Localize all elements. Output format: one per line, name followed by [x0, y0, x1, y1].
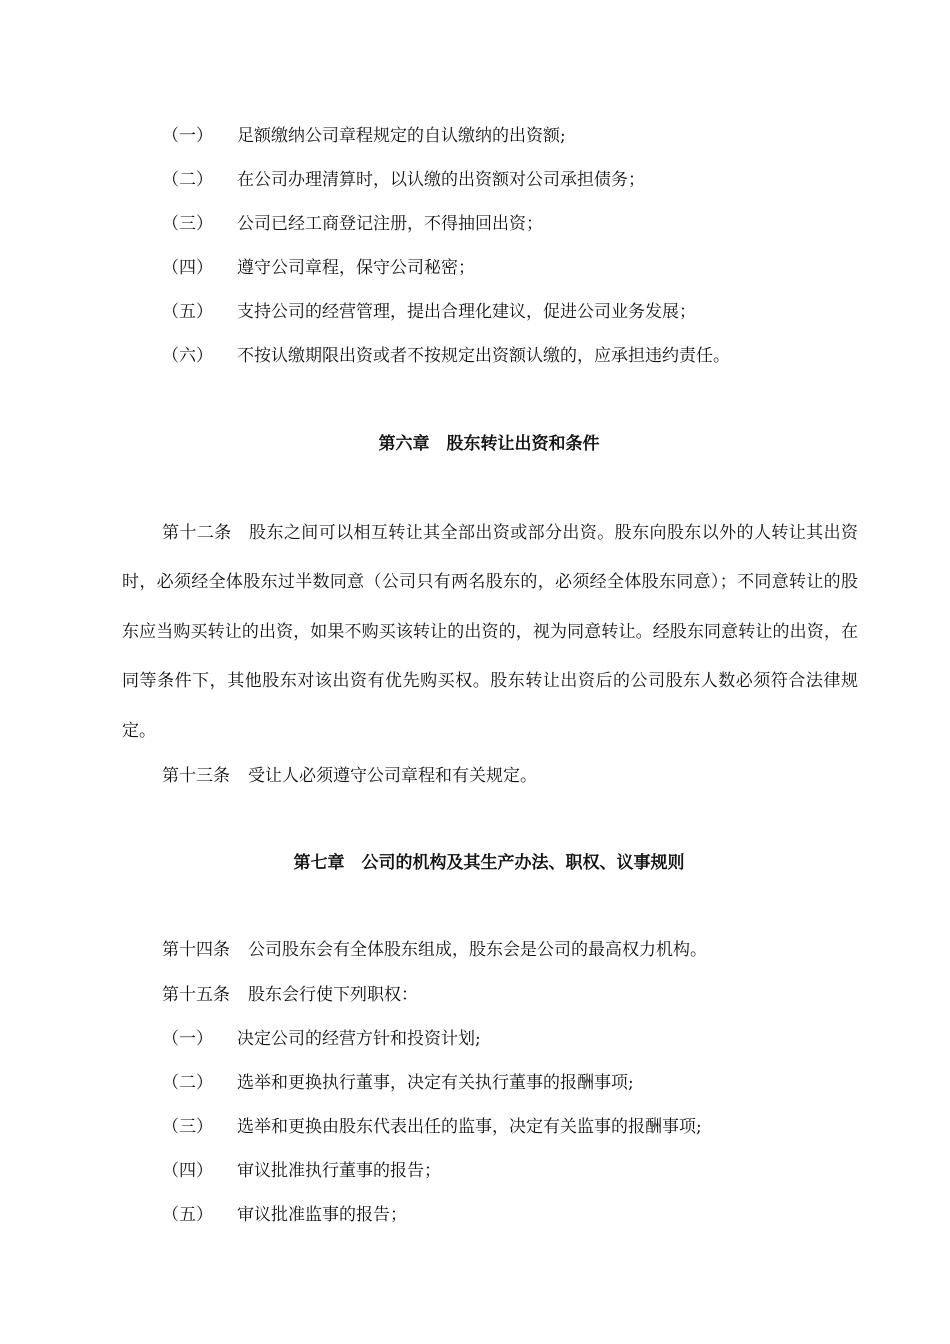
- article-text: 受让人必须遵守公司章程和有关规定。: [248, 766, 537, 786]
- list-item: [162, 1159, 441, 1183]
- article-label: 第十四条: [162, 940, 230, 960]
- item-number: （四）: [162, 258, 213, 278]
- article: [162, 938, 707, 962]
- item-text: 遵守公司章程，保守公司秘密；: [237, 258, 475, 278]
- item-number: （一）: [162, 126, 213, 146]
- list-item: [162, 1071, 634, 1095]
- list-item: [162, 1203, 407, 1227]
- list-item: [162, 1027, 481, 1051]
- article-label: 第十三条: [162, 766, 230, 786]
- item-text: 足额缴纳公司章程规定的自认缴纳的出资额;: [237, 126, 566, 146]
- item-number: （五）: [162, 1205, 213, 1225]
- item-number: （五）: [162, 302, 213, 322]
- item-number: （三）: [162, 214, 213, 234]
- article-paragraph: 第十二条 股东之间可以相互转让其全部出资或部分出资。股东向股东以外的人转让其出资时，必须经全体股东过半数同意（公司只有两名股东的，必须经全体股东同意）；不同意转让的股东应当购买转让的出资，如果不购买该转让的出资的，视为同意转让。经股东同意转让的出资，在同等条件下，其他股东对该出资有优先购买权。股东转让出资后的公司股东人数必须符合法律规定。: [122, 523, 858, 741]
- item-text: 审议批准监事的报告；: [237, 1205, 407, 1225]
- item-text: 决定公司的经营方针和投资计划;: [237, 1029, 481, 1049]
- list-item: [162, 124, 566, 148]
- list-item: [162, 168, 645, 192]
- chapter-heading: 第六章 股东转让出资和条件: [378, 434, 600, 454]
- item-number: （四）: [162, 1161, 213, 1181]
- item-number: （二）: [162, 1073, 213, 1093]
- item-number: （三）: [162, 1117, 213, 1137]
- list-item: [162, 344, 730, 368]
- article-text: 公司股东会有全体股东组成，股东会是公司的最高权力机构。: [248, 940, 707, 960]
- item-number: （一）: [162, 1029, 213, 1049]
- list-item: [162, 212, 543, 236]
- item-text: 审议批准执行董事的报告；: [237, 1161, 441, 1181]
- item-text: 选举和更换执行董事，决定有关执行董事的报酬事项;: [237, 1073, 634, 1093]
- item-text: 在公司办理清算时，以认缴的出资额对公司承担债务；: [237, 170, 645, 190]
- item-text: 公司已经工商登记注册，不得抽回出资；: [237, 214, 543, 234]
- item-text: 支持公司的经营管理，提出合理化建议，促进公司业务发展；: [237, 302, 696, 322]
- list-item: [162, 1115, 702, 1139]
- article-label: 第十五条: [162, 985, 230, 1005]
- article: [162, 983, 418, 1007]
- article: [162, 764, 537, 788]
- item-text: 选举和更换由股东代表出任的监事，决定有关监事的报酬事项;: [237, 1117, 702, 1137]
- chapter-heading: 第七章 公司的机构及其生产办法、职权、议事规则: [293, 853, 685, 873]
- item-number: （六）: [162, 346, 213, 366]
- item-number: （二）: [162, 170, 213, 190]
- list-item: [162, 300, 696, 324]
- article-text: 股东会行使下列职权：: [248, 985, 418, 1005]
- list-item: [162, 256, 475, 280]
- item-text: 不按认缴期限出资或者不按规定出资额认缴的，应承担违约责任。: [237, 346, 730, 366]
